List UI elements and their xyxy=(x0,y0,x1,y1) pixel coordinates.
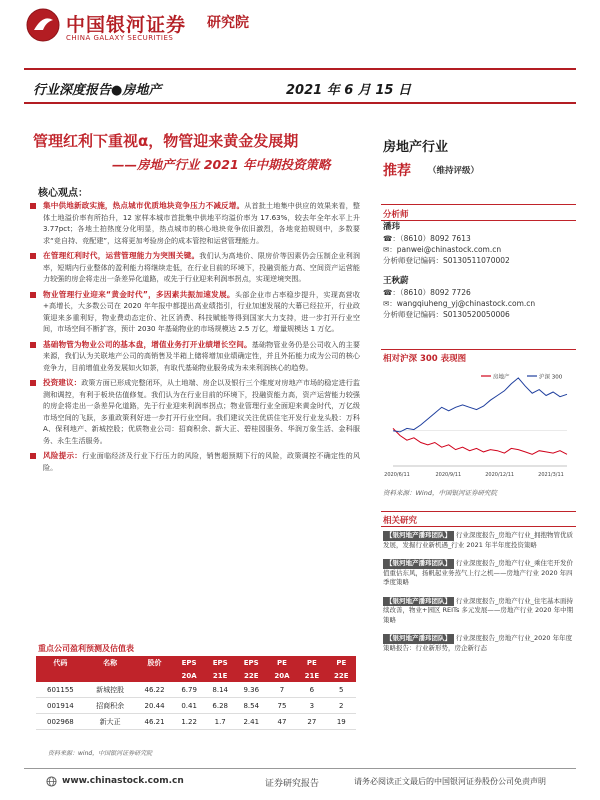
related-text: 行业深度报告_房地产行业_拥抱物管优质发展，发掘行业新机遇_行业 2021 年半年度投资策略 xyxy=(383,531,573,549)
rating: 推荐 xyxy=(383,163,411,179)
table-header-row xyxy=(36,656,356,669)
related-report-link[interactable] xyxy=(383,559,578,588)
table-cell: 招商积余 xyxy=(85,698,136,714)
sidebar-divider xyxy=(381,526,576,527)
table-header xyxy=(85,669,136,682)
table-header: 21E xyxy=(205,669,236,682)
sidebar-divider xyxy=(381,511,576,512)
bullet-heading: 基础物管为物业公司的基本盘，增值业务打开业绩增长空间。 xyxy=(43,339,252,349)
table-cell: 6 xyxy=(297,682,326,698)
table-cell: 2 xyxy=(327,698,356,714)
sidebar-divider xyxy=(381,220,576,221)
table-row xyxy=(36,682,356,698)
table-cell: 9.36 xyxy=(236,682,267,698)
core-views-label: 核心观点： xyxy=(38,188,88,199)
table-header: PE xyxy=(327,656,356,669)
analyst-cert: 分析师登记编码：S0130511070002 xyxy=(383,256,510,265)
table-cell: 75 xyxy=(267,698,297,714)
company-logo-icon xyxy=(26,8,60,42)
sector-name: 房地产行业 xyxy=(383,140,449,155)
bullet-marker-icon xyxy=(30,203,36,209)
footer-disclaimer: 请务必阅读正文最后的中国银河证券股份公司免责声明 xyxy=(354,777,546,786)
analyst-phone: ☎：（8610）8092 7613 xyxy=(383,234,471,243)
sidebar-divider xyxy=(381,349,576,350)
table-header: PE xyxy=(297,656,326,669)
analyst-phone: ☎：（8610）8092 7726 xyxy=(383,288,471,297)
analyst-cert: 分析师登记编码：S0130520050006 xyxy=(383,310,510,319)
analyst-card xyxy=(383,222,510,266)
bullet-heading: 物业管理行业迎来“黄金时代”，多因素共振加速发展。 xyxy=(43,289,235,299)
series-line-1 xyxy=(393,378,567,432)
table-cell: 46.22 xyxy=(135,682,173,698)
legend-label-0: 房地产 xyxy=(493,374,510,381)
table-header: PE xyxy=(267,656,297,669)
bullet-body: 从首批土地集中供应的效果来看，整体土地溢价率有所抬升，12 家样本城市首批集中供地平均溢价率为 17.63%，较去年全年水平上升 3.77pct；各地土拍热度分化明显，热点城市的核心地块竞争依旧激烈，各地竞拍规则中，多数要求“竞自持、竞配建”，这将更加考验房企的成本管控和运营管理能力。 xyxy=(43,201,360,245)
bullet-heading: 在管理红利时代，运营管理能力为突围关键。 xyxy=(43,251,200,260)
table-header: 名称 xyxy=(85,656,136,669)
table-cell: 3 xyxy=(297,698,326,714)
analyst-email[interactable]: ✉：panwei@chinastock.com.cn xyxy=(383,245,502,254)
relative-performance-chart xyxy=(381,366,577,481)
table-header: EPS xyxy=(205,656,236,669)
table-header: 22E xyxy=(327,669,356,682)
bullet-item xyxy=(30,377,360,446)
table-header: EPS xyxy=(174,656,205,669)
bullet-marker-icon xyxy=(30,292,36,298)
x-tick-label: 2020/6/11 xyxy=(384,472,410,478)
table-cell: 601155 xyxy=(36,682,85,698)
chart-source: 资料来源：Wind，中国银河证券研究院 xyxy=(383,489,497,497)
table-header: 股价 xyxy=(135,656,173,669)
table-row xyxy=(36,698,356,714)
related-tag: 【银河地产潘玮团队】 xyxy=(383,531,454,541)
table-header xyxy=(135,669,173,682)
bullet-item xyxy=(30,339,360,374)
institute-name: 研究院 xyxy=(207,15,249,31)
related-text: 行业深度报告_房地产行业_住宅基本面持续改善，物业+园区 REITs 多元发展——房地产行业 2020 年中期策略 xyxy=(383,596,574,624)
related-text: 行业深度报告_房地产行业_2020 年年度策略报告：行业新形势，房企新行态 xyxy=(383,634,573,652)
bullet-heading: 集中供地新政实施，热点城市优质地块竞争压力不减反增。 xyxy=(43,201,245,210)
chart-heading: 相对沪深 300 表现图 xyxy=(383,354,467,364)
sidebar-divider xyxy=(381,204,576,205)
series-line-0 xyxy=(393,428,567,454)
related-tag: 【银河地产潘玮团队】 xyxy=(383,634,454,644)
table-cell: 001914 xyxy=(36,698,85,714)
report-type: 行业深度报告●房地产 xyxy=(33,83,162,98)
bullet-body: 头部企业市占率稳步提升，实现高营收+高增长，大多数公司在 2020 年年报中都提出高业绩指引，行业加速发展的大幕已经拉开，行业政策迎来多重利好，物业费动态定价、社区消费、科技赋能等得到国家大力支持，进一步打开行业空间，市场空间不断扩容，预计 2030 年基础物业的市场规模达 2.5 万亿，增量规模达 1 万亿。 xyxy=(43,289,360,333)
report-subtitle: ——房地产行业 2021 年中期投资策略 xyxy=(112,157,331,172)
bullet-item xyxy=(30,200,360,246)
bullet-heading: 投资建议： xyxy=(43,378,82,387)
table-header: 代码 xyxy=(36,656,85,669)
x-tick-label: 2020/9/11 xyxy=(435,472,462,478)
bullet-marker-icon xyxy=(30,380,36,386)
report-date: 2021 年 6 月 15 日 xyxy=(286,83,411,98)
table-cell: 1.22 xyxy=(174,714,205,730)
related-report-link[interactable] xyxy=(383,597,578,626)
footer-divider xyxy=(24,768,576,769)
bullet-body: 行业面临经济及行业下行压力的风险，销售超预期下行的风险，政策调控不确定性的风险。 xyxy=(43,451,361,472)
globe-icon xyxy=(46,776,57,787)
table-cell: 19 xyxy=(327,714,356,730)
bullet-body: 政策方面已形成完整闭环，从土地端、房企以及银行三个维度对房地产市场的稳定进行监测和调控，有利于板块估值修复。我们认为在行业目前的环境下，投融资能力高，资产运营能力较强的房企将走出一条差异化道路，先于行业迎来利润率拐点；物业管理行业全面迎来黄金时代，万亿级市场空间的飞跃，多重政策利好进一步打开行业空间。我们建议关注优质住宅开发行业龙头股：万科 A、保利地产、新城控股；优质物业公司：招商积余、新大正、碧桂园服务、华润万象生活、金科服务、永生生活服务。 xyxy=(43,378,361,445)
company-name: 中国银河证券 xyxy=(66,14,187,36)
x-tick-label: 2021/3/11 xyxy=(538,472,564,478)
table-cell: 002968 xyxy=(36,714,85,730)
bullet-body: 我们认为高地价、限房价等因素仍会压制企业利润率，短期内行业整体的盈利能力将继续走低，在行业目前的环境下，投融资能力高、空间资产运营能力较强的房企将走出一条差异化道路，或先于行业迎来利润率拐点，实现逆境突围。 xyxy=(43,251,360,283)
table-cell: 8.14 xyxy=(205,682,236,698)
legend-label-1: 沪深 300 xyxy=(539,374,563,381)
bullet-marker-icon xyxy=(30,253,36,259)
bullet-item xyxy=(30,450,360,473)
bullet-marker-icon xyxy=(30,453,36,459)
bullet-item xyxy=(30,250,360,285)
core-views-list xyxy=(30,200,360,477)
report-title: 管理红利下重视α，物管迎来黄金发展期 xyxy=(33,132,299,150)
related-report-link[interactable] xyxy=(383,634,578,653)
bullet-body: 基础物管业务仍是公司收入的主要来源，我们认为关联地产公司的高销售及半箱上储将增加业绩确定性，并且外拓能力成为公司的核心竞争力，目前增值业务发展如火如荼，有取代基础物业服务成为未来利润核心的趋势。 xyxy=(43,339,361,372)
related-tag: 【银河地产潘玮团队】 xyxy=(383,559,454,569)
analyst-email[interactable]: ✉：wangqiuheng_yj@chinastock.com.cn xyxy=(383,299,536,308)
rating-note: （维持评级） xyxy=(428,166,480,176)
related-tag: 【银河地产潘玮团队】 xyxy=(383,597,454,607)
header-divider-top xyxy=(24,68,576,70)
related-heading: 相关研究 xyxy=(383,516,418,526)
table-header-row xyxy=(36,669,356,682)
table-cell: 7 xyxy=(267,682,297,698)
table-cell: 1.7 xyxy=(205,714,236,730)
related-report-link[interactable] xyxy=(383,531,578,550)
table-cell: 47 xyxy=(267,714,297,730)
table-row xyxy=(36,714,356,730)
table-cell: 27 xyxy=(297,714,326,730)
table-cell: 6.79 xyxy=(174,682,205,698)
table-header: 20A xyxy=(267,669,297,682)
footer-website-link[interactable]: www.chinastock.com.cn xyxy=(62,776,184,786)
table-cell: 0.41 xyxy=(174,698,205,714)
header-divider-bottom xyxy=(24,102,576,104)
forecast-table xyxy=(36,656,356,730)
analyst-name: 王秋蔚 xyxy=(383,276,409,286)
table-header: 22E xyxy=(236,669,267,682)
footer-doc-type: 证券研究报告 xyxy=(265,779,320,789)
table-header: 21E xyxy=(297,669,326,682)
table-cell: 2.41 xyxy=(236,714,267,730)
forecast-table-title: 重点公司盈利预测及估值表 xyxy=(38,644,134,653)
table-cell: 8.54 xyxy=(236,698,267,714)
table-cell: 20.44 xyxy=(135,698,173,714)
related-text: 行业深度报告_房地产行业_乘住宅开发价值重估东风，扬帆起业务蒸气上行之机——房地产行业 2020 年四季度策略 xyxy=(383,559,573,586)
analyst-name: 潘玮 xyxy=(383,222,401,232)
analyst-heading: 分析师 xyxy=(383,210,409,220)
table-cell: 46.21 xyxy=(135,714,173,730)
company-name-en: CHINA GALAXY SECURITIES xyxy=(66,34,174,42)
table-header: EPS xyxy=(236,656,267,669)
bullet-item xyxy=(30,289,360,335)
bullet-heading: 风险提示： xyxy=(43,451,83,460)
table-cell: 新城控股 xyxy=(85,682,136,698)
analyst-card xyxy=(383,276,535,320)
table-cell: 新大正 xyxy=(85,714,136,730)
table-source: 资料来源：wind，中国银河证券研究院 xyxy=(48,750,153,757)
table-cell: 5 xyxy=(327,682,356,698)
x-tick-label: 2020/12/11 xyxy=(485,472,515,478)
table-header xyxy=(36,669,85,682)
table-header: 20A xyxy=(174,669,205,682)
bullet-marker-icon xyxy=(30,342,36,348)
table-cell: 6.28 xyxy=(205,698,236,714)
related-list xyxy=(383,531,578,662)
